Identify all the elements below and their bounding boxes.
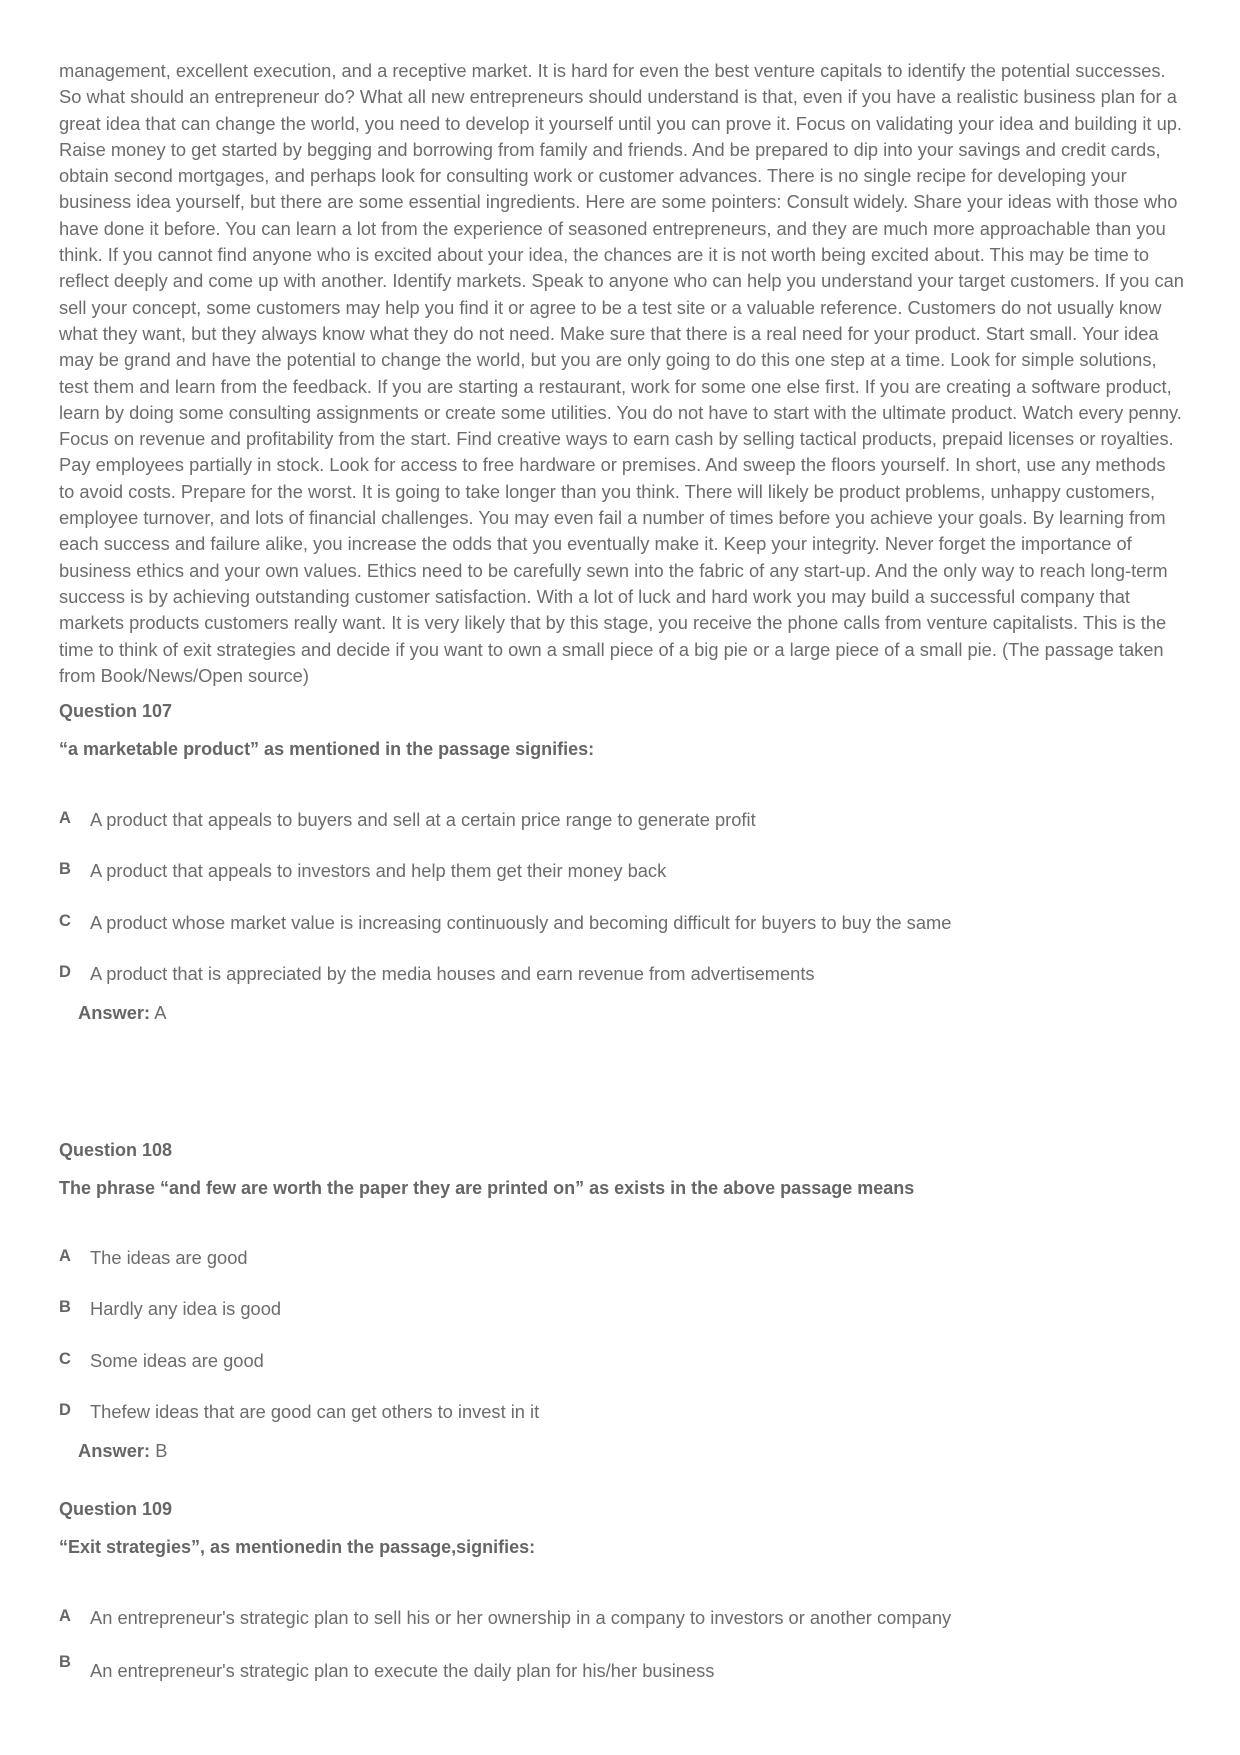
option-text: A product that is appreciated by the media houses and earn revenue from advertisements [90,963,815,984]
option-letter: A [59,1247,71,1265]
option-text: The ideas are good [90,1247,248,1268]
option-letter: D [59,1401,71,1419]
option-a[interactable] [59,1247,1184,1273]
option-letter: B [59,860,71,878]
option-b[interactable] [59,860,1184,886]
option-text: An entrepreneur's strategic plan to execute the daily plan for his/her business [90,1660,715,1681]
option-b[interactable] [59,1298,1184,1324]
option-letter: D [59,963,71,981]
option-letter: C [59,912,71,930]
passage-text: management, excellent execution, and a receptive market. It is hard for even the best venture capitals to identify the potential successes. So what should an entrepreneur do? What all new entrepreneurs should understand is that, even if you have a realistic business plan for a great idea that can change the world, you need to develop it yourself until you can prove it. Focus on validating your idea and building it up. Raise money to get started by begging and borrowing from family and friends. And be prepared to dip into your savings and credit cards, obtain second mortgages, and perhaps look for consulting work or customer advances. There is no single recipe for developing your business idea yourself, but there are some essential ingredients. Here are some pointers: Consult widely. Share your ideas with those who have done it before. You can learn a lot from the experience of seasoned entrepreneurs, and they are much more approachable than you think. If you cannot find anyone who is excited about your idea, the chances are it is not worth being excited about. This may be time to reflect deeply and come up with another. Identify markets. Speak to anyone who can help you understand your target customers. If you can sell your concept, some customers may help you find it or agree to be a test site or a valuable reference. Customers do not usually know what they want, but they always know what they do not need. Make sure that there is a real need for your product. Start small. Your idea may be grand and have the potential to change the world, but you are only going to do this one step at a time. Look for simple solutions, test them and learn from the feedback. If you are starting a restaurant, work for some one else first. If you are creating a software product, learn by doing some consulting assignments or create some utilities. You do not have to start with the ultimate product. Watch every penny. Focus on revenue and profitability from the start. Find creative ways to earn cash by selling tactical products, prepaid licenses or royalties. Pay employees partially in stock. Look for access to free hardware or premises. And sweep the floors yourself. In short, use any methods to avoid costs. Prepare for the worst. It is going to take longer than you think. There will likely be product problems, unhappy customers, employee turnover, and lots of financial challenges. You may even fail a number of times before you achieve your goals. By learning from each success and failure alike, you increase the odds that you eventually make it. Keep your integrity. Never forget the importance of business ethics and your own values. Ethics need to be carefully sewn into the fabric of any start-up. And the only way to reach long-term success is by achieving outstanding customer satisfaction. With a lot of luck and hard work you may build a successful company that markets products customers really want. It is very likely that by this stage, you receive the phone calls from venture capitalists. This is the time to think of exit strategies and decide if you want to own a small piece of a big pie or a large piece of a small pie. (The passage taken from Book/News/Open source) [59,60,1184,686]
answer-line [78,1440,167,1462]
question-title: Question 107 [59,701,173,721]
option-d[interactable] [59,1401,1184,1427]
option-text: Hardly any idea is good [90,1298,282,1319]
option-text: Thefew ideas that are good can get others to invest in it [90,1401,540,1422]
answer-label: Answer: [78,1002,151,1023]
question-108 [59,1140,172,1161]
option-letter: C [59,1350,71,1368]
option-d[interactable] [59,963,1184,989]
option-c[interactable] [59,1350,1184,1376]
answer-value: B [155,1440,168,1461]
question-109-text-wrap [59,1537,535,1558]
option-text: A product that appeals to buyers and sell at a certain price range to generate profit [90,809,756,830]
option-text: Some ideas are good [90,1350,264,1371]
option-a[interactable] [59,809,1184,835]
question-107-text-wrap [59,739,594,760]
question-text: “Exit strategies”, as mentionedin the passage,signifies: [59,1537,536,1557]
question-text: The phrase “and few are worth the paper they are printed on” as exists in the above passage means [59,1178,915,1198]
option-letter: B [59,1298,71,1316]
question-108-text-wrap [59,1178,914,1199]
option-letter: A [59,809,71,827]
answer-line [78,1002,166,1024]
answer-value: A [154,1002,167,1023]
option-b[interactable] [59,1653,1184,1679]
option-c[interactable] [59,912,1184,938]
question-text: “a marketable product” as mentioned in the passage signifies: [59,739,595,759]
question-title: Question 108 [59,1140,173,1160]
option-letter: A [59,1607,71,1625]
option-text: A product whose market value is increasing continuously and becoming difficult for buyers to buy the same [90,912,952,933]
option-a[interactable] [59,1607,1184,1633]
answer-label: Answer: [78,1440,151,1461]
option-text: A product that appeals to investors and help them get their money back [90,860,667,881]
option-letter: B [59,1653,71,1671]
question-title: Question 109 [59,1499,173,1519]
question-109 [59,1499,172,1520]
question-107 [59,701,172,722]
option-text: An entrepreneur's strategic plan to sell his or her ownership in a company to investors or another company [90,1607,952,1628]
